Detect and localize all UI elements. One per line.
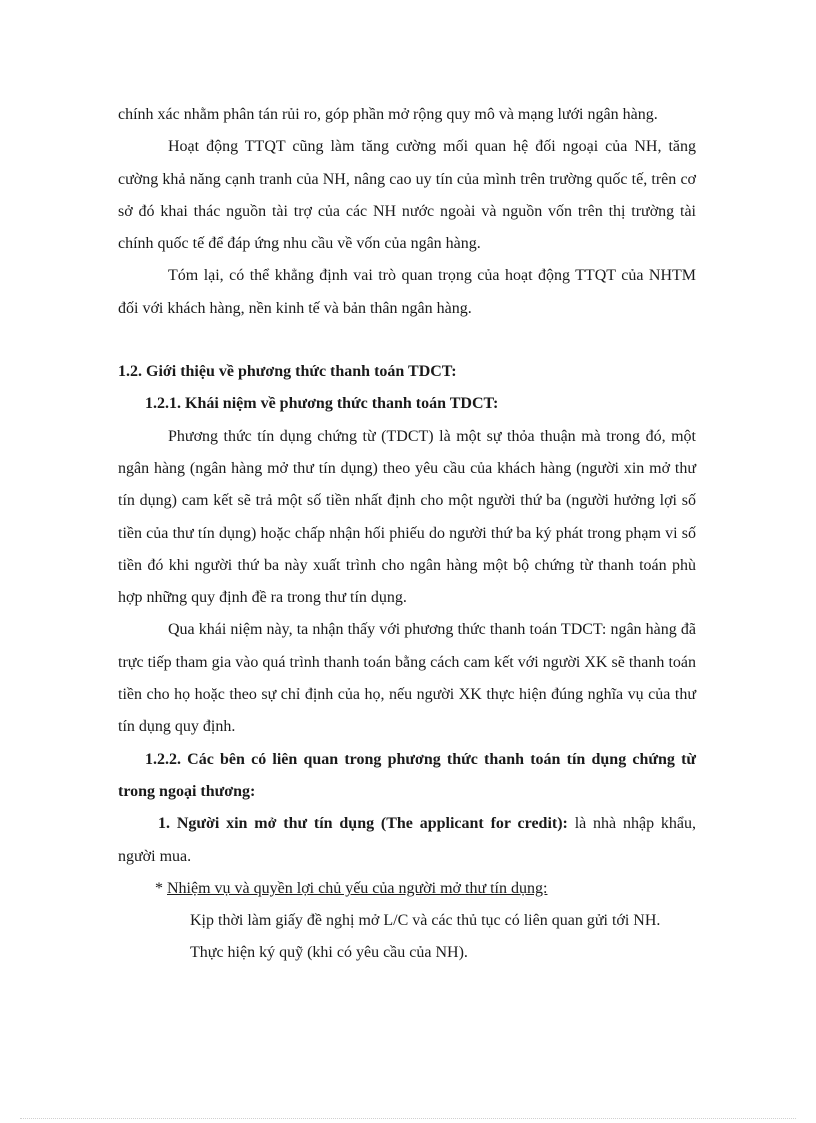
section-heading: 1.2. Giới thiệu về phương thức thanh toán TDCT:	[118, 363, 457, 381]
list-item	[118, 808, 696, 873]
paragraph: Qua khái niệm này, ta nhận thấy với phương thức thanh toán TDCT: ngân hàng đã trực tiếp tham gia vào quá trình thanh toán bằng cách cam kết với người XK sẽ thanh toán tiền cho họ hoặc theo sự chỉ định của họ, nếu người XK thực hiện đúng nghĩa vụ của thư tín dụng quy định.	[118, 621, 696, 736]
document-body	[118, 99, 696, 970]
paragraph: Tóm lại, có thể khẳng định vai trò quan trọng của hoạt động TTQT của NHTM đối với khách hàng, nền kinh tế và bản thân ngân hàng.	[118, 267, 696, 317]
subsection-heading: 1.2.2. Các bên có liên quan trong phương thức thanh toán tín dụng chứng từ trong ngoại thương:	[118, 750, 696, 800]
duty-item: Thực hiện ký quỹ (khi có yêu cầu của NH).	[190, 944, 468, 962]
paragraph: Phương thức tín dụng chứng từ (TDCT) là một sự thỏa thuận mà trong đó, một ngân hàng (ngân hàng mở thư tín dụng) theo yêu cầu của khách hàng (người xin mở thư tín dụng) cam kết sẽ trả một số tiền nhất định cho một người thứ ba (người hưởng lợi số tiền của thư tín dụng) hoặc chấp nhận hối phiếu do người thứ ba ký phát trong phạm vi số tiền đó khi người thứ ba này xuất trình cho ngân hàng một bộ chứng từ thanh toán phù hợp những quy định đề ra trong thư tín dụng.	[118, 427, 696, 607]
bullet-marker: *	[155, 879, 167, 897]
page-bottom-divider	[20, 1118, 796, 1119]
list-item-text: là nhà nhập khẩu, người mua.	[118, 815, 696, 865]
paragraph: Hoạt động TTQT cũng làm tăng cường mối quan hệ đối ngoại của NH, tăng cường khả năng cạnh tranh của NH, nâng cao uy tín của mình trên trường quốc tế, trên cơ sở đó khai thác nguồn tài trợ của các NH nước ngoài và nguồn vốn trên thị trường tài chính quốc tế để đáp ứng nhu cầu về vốn của ngân hàng.	[118, 138, 696, 253]
spacer	[118, 325, 696, 356]
subsection-heading: 1.2.1. Khái niệm về phương thức thanh toán TDCT:	[145, 395, 499, 413]
paragraph: chính xác nhằm phân tán rủi ro, góp phần mở rộng quy mô và mạng lưới ngân hàng.	[118, 106, 658, 123]
duty-item: Kịp thời làm giấy đề nghị mở L/C và các thủ tục có liên quan gửi tới NH.	[190, 912, 661, 930]
duties-heading-text: Nhiệm vụ và quyền lợi chủ yếu của người mở thư tín dụng:	[167, 879, 548, 897]
duties-heading	[118, 873, 696, 905]
list-item-label: 1. Người xin mở thư tín dụng (The applicant for credit):	[158, 815, 568, 833]
